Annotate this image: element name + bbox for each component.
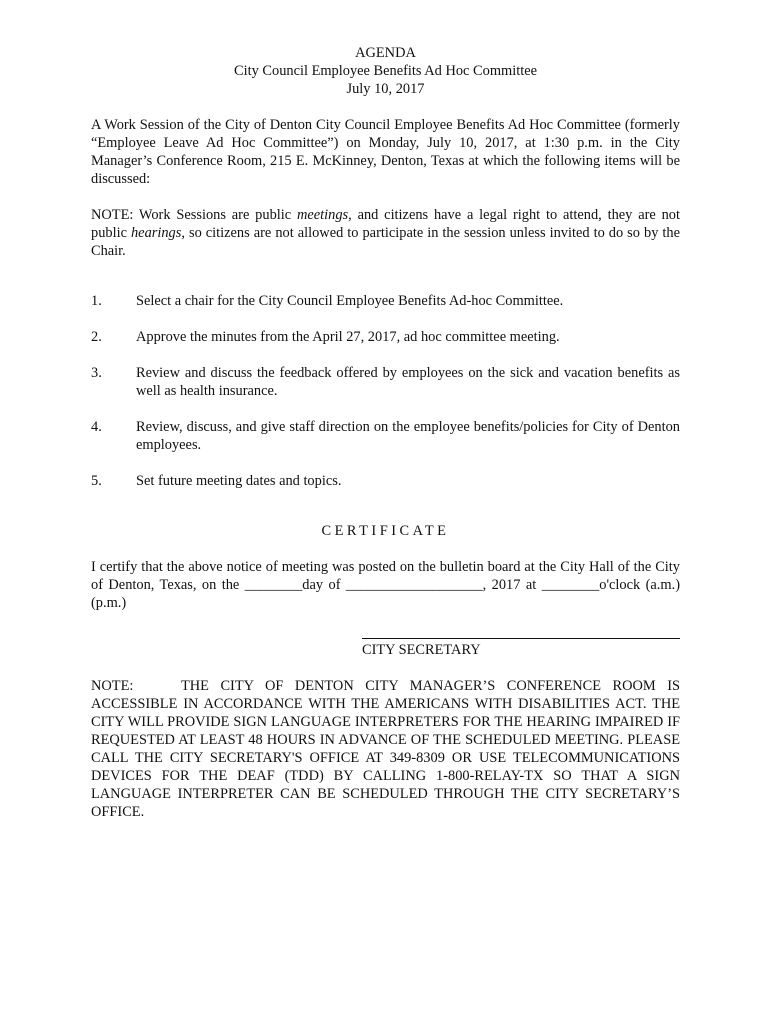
item-text: Approve the minutes from the April 27, 2017, ad hoc committee meeting. bbox=[136, 329, 560, 345]
intro-paragraph: A Work Session of the City of Denton City Council Employee Benefits Ad Hoc Committee (formerly “Employee Leave Ad Hoc Committee”) on Monday, July 10, 2017, at 1:30 p.m. in the City Manager’s Conference Room, 215 E. McKinney, Denton, Texas at which the following items will be discussed: bbox=[91, 117, 680, 187]
note-text-2: , and citizens have a legal right to attend, they are not public bbox=[91, 207, 680, 241]
item-text: Select a chair for the City Council Employee Benefits Ad-hoc Committee. bbox=[136, 293, 564, 309]
signature-label: CITY SECRETARY bbox=[362, 642, 481, 658]
note-emphasis-meetings: meetings bbox=[296, 207, 349, 223]
item-number: 2. bbox=[91, 329, 102, 345]
meeting-date: July 10, 2017 bbox=[346, 81, 425, 97]
certificate-heading: CERTIFICATE bbox=[321, 523, 450, 539]
accessibility-note-label: NOTE: bbox=[91, 678, 134, 694]
item-number: 4. bbox=[91, 419, 102, 435]
accessibility-note-text: THE CITY OF DENTON CITY MANAGER’S CONFERENCE ROOM IS ACCESSIBLE IN ACCORDANCE WITH THE AMERICANS WITH DISABILITIES ACT. THE CITY WILL PROVIDE SIGN LANGUAGE INTERPRETERS FOR THE HEARING IMPAIRED IF REQUESTED AT LEAST 48 HOURS IN ADVANCE OF THE SCHEDULED MEETING. PLEASE CALL THE CITY SECRETARY'S OFFICE AT 349-8309 OR USE TELECOMMUNICATIONS DEVICES FOR THE DEAF (TDD) BY CALLING 1-800-RELAY-TX SO THAT A SIGN LANGUAGE INTERPRETER CAN BE SCHEDULED THROUGH THE CITY SECRETARY’S OFFICE. bbox=[91, 678, 680, 820]
item-text: Review, discuss, and give staff direction on the employee benefits/policies for City of Denton employees. bbox=[136, 419, 680, 453]
signature-line bbox=[362, 638, 680, 639]
agenda-item bbox=[91, 328, 680, 346]
item-text: Set future meeting dates and topics. bbox=[136, 473, 342, 489]
signature-block bbox=[362, 638, 680, 659]
item-number: 1. bbox=[91, 293, 102, 309]
note-text-1: NOTE: Work Sessions are public bbox=[91, 207, 297, 223]
accessibility-note bbox=[91, 677, 680, 821]
agenda-item bbox=[91, 292, 680, 310]
item-number: 5. bbox=[91, 473, 102, 489]
note-emphasis-hearings: hearings bbox=[130, 225, 182, 241]
committee-name: City Council Employee Benefits Ad Hoc Committee bbox=[234, 63, 537, 79]
agenda-title: AGENDA bbox=[355, 45, 416, 61]
note-text-3: , so citizens are not allowed to participate in the session unless invited to do so by the Chair. bbox=[91, 225, 680, 259]
item-number: 3. bbox=[91, 365, 102, 381]
agenda-header bbox=[91, 44, 680, 98]
agenda-item bbox=[91, 364, 680, 400]
certificate-body: I certify that the above notice of meeting was posted on the bulletin board at the City Hall of the City of Denton, Texas, on the ________day of ___________________, 2017 at ________o'clock (a.m.) (p.m.) bbox=[91, 559, 680, 611]
agenda-item bbox=[91, 472, 680, 490]
work-session-note bbox=[91, 206, 680, 260]
item-text: Review and discuss the feedback offered by employees on the sick and vacation benefits as well as health insurance. bbox=[136, 365, 680, 399]
agenda-document bbox=[91, 44, 680, 821]
agenda-items bbox=[91, 292, 680, 490]
agenda-item bbox=[91, 418, 680, 454]
